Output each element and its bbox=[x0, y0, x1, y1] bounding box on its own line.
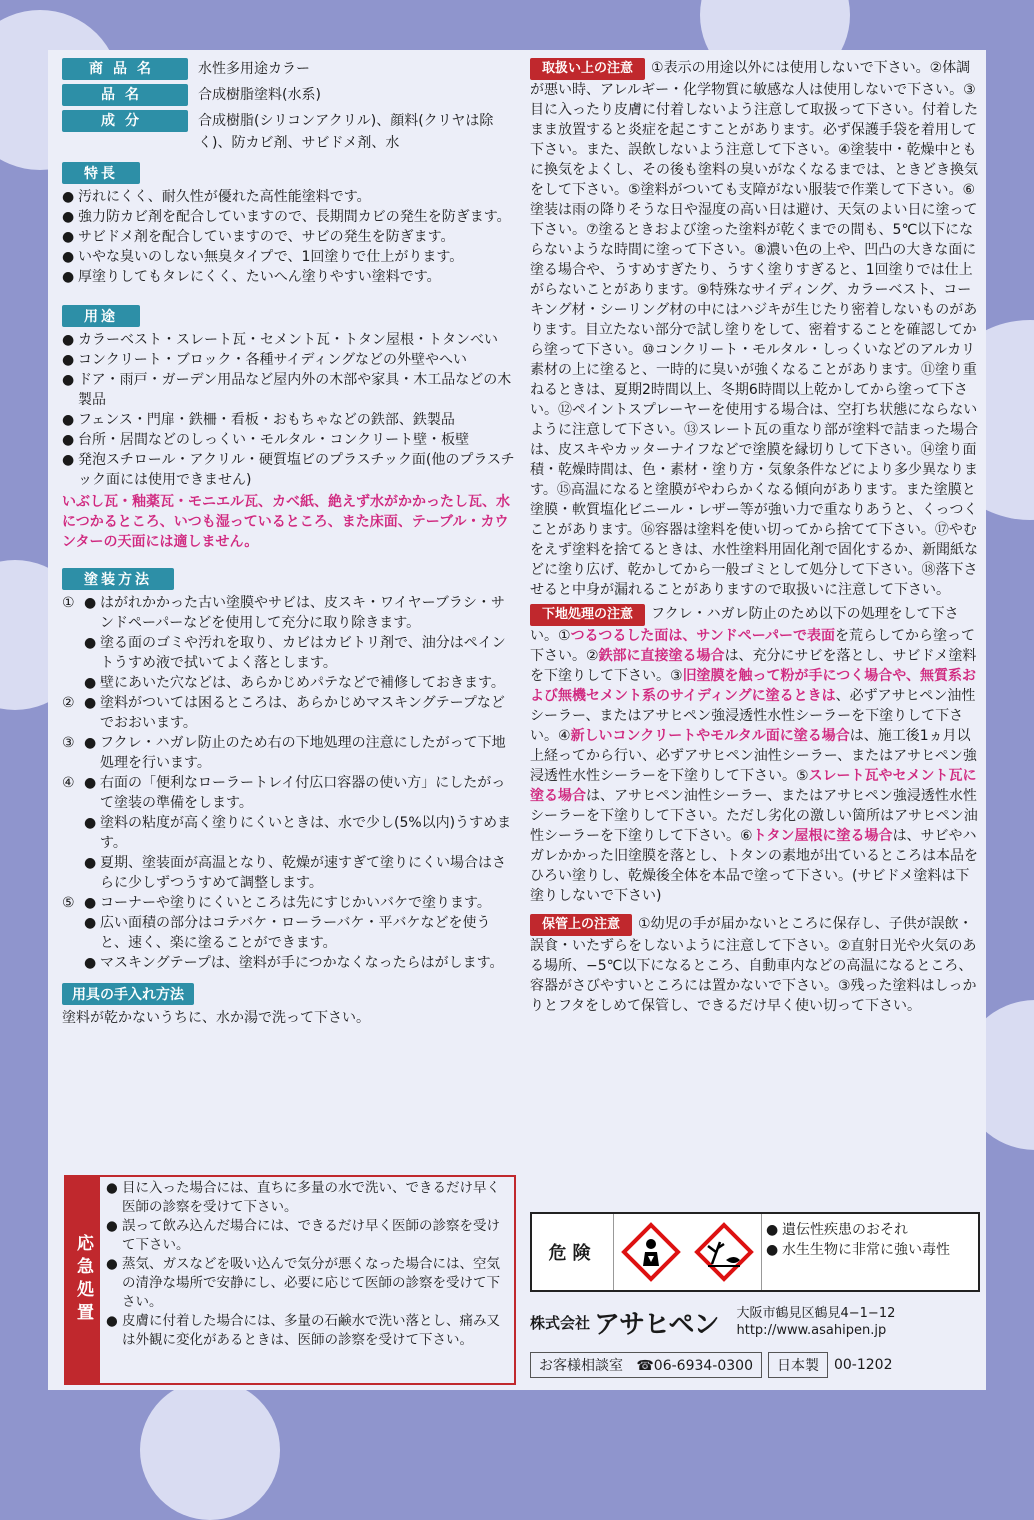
storage-text: ①幼児の手が届かないところに保存し、子供が誤飲・誤食・いたずらをしないように注意して下さい。②直射日光や火気のある場所、−5℃以下になるところ、自動車内などの高温になるところ、容器がさびやすいところには置かないで下さい。③残った塗料はしっかりとフタをしめて保管し、できるだけ早く使い切って下さい。 bbox=[530, 916, 977, 1014]
phone-number: ☎06-6934-0300 bbox=[636, 1358, 753, 1374]
spec-row bbox=[62, 110, 517, 154]
list-item: ● 遺伝性疾患のおそれ bbox=[766, 1220, 974, 1240]
list-item: ● 誤って飲み込んだ場合には、できるだけ早く医師の診察を受けて下さい。 bbox=[106, 1217, 510, 1255]
list-item: ● カラーベスト・スレート瓦・セメント瓦・トタン屋根・トタンべい bbox=[62, 330, 517, 350]
list-item: ● 汚れにくく、耐久性が優れた高性能塗料です。 bbox=[62, 187, 517, 207]
emergency-list bbox=[106, 1179, 510, 1350]
method-steps bbox=[62, 593, 517, 973]
list-item: ● サビドメ剤を配合していますので、サビの発生を防ぎます。 bbox=[62, 227, 517, 247]
consult-label: お客様相談室 bbox=[539, 1358, 623, 1374]
spec-label: 品名 bbox=[62, 84, 188, 106]
primer-text: 、必ずアサヒペン油性シーラー、またはアサヒペン強浸透性水性シーラーを下塗りして下さい。④ bbox=[530, 688, 976, 744]
primer-section bbox=[530, 604, 982, 906]
method-step: ⑤ ● コーナーや塗りにくいところは先にすじかいバケで塗ります。 bbox=[62, 895, 491, 911]
spec-value: 水性多用途カラー bbox=[198, 61, 310, 77]
handling-heading: 取扱い上の注意 bbox=[530, 58, 645, 80]
primer-highlight: つるつるした面は、サンドペーパーで表面 bbox=[570, 628, 836, 644]
uses-list bbox=[62, 330, 517, 490]
company-type: 株式会社 bbox=[530, 1313, 591, 1332]
list-item: ● フェンス・門扉・鉄柵・看板・おもちゃなどの鉄部、鉄製品 bbox=[62, 410, 517, 430]
footer bbox=[530, 1350, 980, 1380]
method-step: ● 塗料の粘度が高く塗りにくいときは、水で少し(5%以内)うすめます。 bbox=[84, 815, 512, 851]
list-item: ● ドア・雨戸・ガーデン用品など屋内外の木部や家具・木工品などの木製品 bbox=[62, 370, 517, 410]
uses-warning: いぶし瓦・釉薬瓦・モニエル瓦、カベ紙、絶えず水がかかったし瓦、水につかるところ、いつも湿っているところ、また床面、テーブル・カウンターの天面には適しません。 bbox=[62, 494, 510, 550]
handling-text: ①表示の用途以外には使用しないで下さい。②体調が悪い時、アレルギー・化学物質に敏感な人は使用しないで下さい。③目に入ったり皮膚に付着しないよう注意して取扱って下さい。付着したまま放置すると炎症を起こすことがあります。必ず保護手袋を着用して下さい。また、誤飲しないよう注意して下さい。④塗装中・乾燥中ともに換気をよくし、その後も塗料の臭いがなくなるまでは、ときどき換気をして下さい。⑤塗料がついても支障がない服装で作業して下さい。⑥塗装は雨の降りそうな日や湿度の高い日は避け、天気のよい日に塗って下さい。⑦塗るときおよび塗った塗料が乾くまでの間も、5℃以下にならないような時間に塗って下さい。⑧濃い色の上や、凹凸の大きな面に塗る場合や、うすめすぎたり、うすく塗りすぎると、1回塗りでは仕上がらないことがあります。⑨特殊なサイディング、カラーベスト、コーキング材・シーリング材の中にはハジキが生じたり密着しないものがあります。目立たない部分で試し塗りをして、密着することを確認してから塗って下さい。⑩コンクリート・モルタル・しっくいなどのアルカリ素材の上に塗ると、一時的に臭いが強くなることがあります。⑪塗り重ねるときは、夏期2時間以上、冬期6時間以上乾かしてから塗って下さい。⑫ペイントスプレーヤーを使用する場合は、空打ち状態にならないように注意して下さい。⑬スレート瓦の重なり部が塗料で詰まった場合は、皮スキやカッターナイフなどで塗膜を縁切りして下さい。⑭塗り面積・乾燥時間は、色・素材・塗り方・気象条件などにより多少異なります。⑮高温になると塗膜がやわらかくなる傾向があります。また塗膜と塗膜・軟質塩化ビニール・レザー等が強い力で重なりあうと、くっつくことがあります。⑯容器は塗料を使い切ってから捨てて下さい。⑰やむをえず塗料を捨てるときは、水性塗料用固化剤で固化するか、新聞紙などに塗り広げ、乾かしてから一般ゴミとして処分して下さい。⑱落下させると中身が漏れることがありますので取扱いに注意して下さい。 bbox=[530, 60, 978, 598]
list-item: ● いやな臭いのしない無臭タイプで、1回塗りで仕上がります。 bbox=[62, 247, 517, 267]
primer-text: フクレ・ハガレ防止のため以下の処理をして下さい。① bbox=[530, 606, 959, 644]
primer-text: は、サビやハガレかかった旧塗膜を落とし、トタンの素地が出ているところは本品をひろい塗りし、乾燥後全体を本品で塗って下さい。(サビドメ塗料は下塗りしないで下さい) bbox=[530, 828, 978, 904]
list-item: ● 台所・居間などのしっくい・モルタル・コンクリート壁・板壁 bbox=[62, 430, 517, 450]
consult-box bbox=[530, 1352, 762, 1378]
spec-row bbox=[62, 58, 517, 80]
website-link[interactable]: http://www.asahipen.jp bbox=[736, 1323, 887, 1338]
brand-logo: アサヒペン bbox=[594, 1309, 719, 1340]
primer-heading: 下地処理の注意 bbox=[530, 604, 645, 626]
address-text: 大阪市鶴見区鶴見4−1−12 bbox=[736, 1306, 896, 1321]
primer-text: は、施工後1ヵ月以上経ってから行い、必ずアサヒペン油性シーラー、またはアサヒペン強浸透性水性シーラーを下塗りして下さい。⑤ bbox=[530, 728, 977, 784]
list-item: ● 発泡スチロール・アクリル・硬質塩ビのプラスチック面(他のプラスチック面には使用できません) bbox=[62, 450, 517, 490]
features-heading: 特長 bbox=[62, 162, 140, 184]
method-step: ② ● 塗料がついては困るところは、あらかじめマスキングテープなどでおおいます。 bbox=[62, 695, 505, 731]
method-step: ④ ● 右面の「便利なローラートレイ付広口容器の使い方」にしたがって塗装の準備をします。 bbox=[62, 775, 506, 811]
primer-highlight: スレート瓦やセメント瓦に塗る場合 bbox=[530, 768, 977, 804]
primer-highlight: 鉄部に直接塗る場合 bbox=[598, 648, 725, 664]
method-step: ① ● はがれかかった古い塗膜やサビは、皮スキ・ワイヤーブラシ・サンドペーパーなどを使用して充分に取り除きます。 bbox=[62, 595, 505, 631]
emergency-heading: 応急処置 bbox=[66, 1177, 100, 1383]
hazard-statements bbox=[762, 1214, 978, 1290]
spec-row bbox=[62, 84, 517, 106]
list-item: ● 蒸気、ガスなどを吸い込んで気分が悪くなった場合には、空気の清浄な場所で安静にし、必要に応じて医師の診察を受けて下さい。 bbox=[106, 1255, 510, 1312]
list-item: ● 皮膚に付着した場合には、多量の石鹸水で洗い落とし、痛み又は外観に変化があるときは、医師の診察を受けて下さい。 bbox=[106, 1312, 510, 1350]
decor-bubble bbox=[140, 1380, 280, 1520]
storage-section bbox=[530, 914, 982, 1016]
origin-badge: 日本製 bbox=[768, 1352, 828, 1378]
method-step: ● マスキングテープは、塗料が手につかなくなったらはがします。 bbox=[84, 955, 504, 971]
primer-highlight: トタン屋根に塗る場合 bbox=[752, 828, 893, 844]
spec-value: 合成樹脂(シリコンアクリル)、顔料(クリヤは除く)、防カビ剤、サビドメ剤、水 bbox=[198, 113, 494, 151]
method-step: ● 夏期、塗装面が高温となり、乾燥が速すぎて塗りにくい場合はさらに少しずつうすめて調整します。 bbox=[84, 855, 506, 891]
care-text: 塗料が乾かないうちに、水か湯で洗って下さい。 bbox=[62, 1010, 370, 1026]
emergency-box bbox=[64, 1175, 516, 1385]
right-column bbox=[530, 58, 982, 1016]
primer-text: は、アサヒペン油性シーラー、またはアサヒペン強浸透性水性シーラーを下塗りして下さい。ただし劣化の激しい箇所はアサヒペン油性シーラーを下塗りして下さい。⑥ bbox=[530, 788, 978, 844]
method-step: ③ ● フクレ・ハガレ防止のため右の下地処理の注意にしたがって下地処理を行います。 bbox=[62, 735, 506, 771]
features-list bbox=[62, 187, 517, 287]
list-item: ● 強力防カビ剤を配合していますので、長期間カビの発生を防ぎます。 bbox=[62, 207, 517, 227]
product-code: 00-1202 bbox=[833, 1357, 893, 1373]
spec-label: 成分 bbox=[62, 110, 188, 132]
primer-text: は、充分にサビを落とし、サビドメ塗料を下塗りして下さい。③ bbox=[530, 648, 977, 684]
primer-highlight: 新しいコンクリートやモルタル面に塗る場合 bbox=[570, 728, 850, 744]
method-step: ● 塗る面のゴミや汚れを取り、カビはカビトリ剤で、油分はペイントうすめ液で拭いてよく落とします。 bbox=[84, 635, 506, 671]
storage-heading: 保管上の注意 bbox=[530, 914, 632, 936]
manufacturer bbox=[530, 1300, 980, 1344]
spec-label: 商品名 bbox=[62, 58, 188, 80]
list-item: ● 厚塗りしてもタレにくく、たいへん塗りやすい塗料です。 bbox=[62, 267, 517, 287]
left-column bbox=[62, 58, 517, 1028]
health-hazard-icon bbox=[621, 1222, 681, 1282]
hazard-word: 危険 bbox=[532, 1214, 614, 1290]
method-step: ● 壁にあいた穴などは、あらかじめパテなどで補修しておきます。 bbox=[84, 675, 505, 691]
list-item: ● 目に入った場合には、直ちに多量の水で洗い、できるだけ早く医師の診察を受けて下さい。 bbox=[106, 1179, 510, 1217]
uses-heading: 用途 bbox=[62, 305, 140, 327]
spec-value: 合成樹脂塗料(水系) bbox=[198, 87, 321, 103]
primer-text: を荒らしてから塗って下さい。② bbox=[530, 628, 976, 664]
method-heading: 塗装方法 bbox=[62, 568, 174, 590]
hazard-box bbox=[530, 1212, 980, 1292]
care-heading: 用具の手入れ方法 bbox=[62, 983, 194, 1005]
handling-section bbox=[530, 58, 982, 600]
environment-hazard-icon bbox=[694, 1222, 754, 1282]
list-item: ● コンクリート・ブロック・各種サイディングなどの外壁やへい bbox=[62, 350, 517, 370]
primer-highlight: 旧塗膜を触って粉が手につく場合や、無質系および無機セメント系のサイディングに塗るときは bbox=[530, 668, 977, 704]
method-step: ● 広い面積の部分はコテバケ・ローラーバケ・平バケなどを使うと、速く、楽に塗ることができます。 bbox=[84, 915, 491, 951]
ghs-pictograms bbox=[614, 1214, 762, 1290]
list-item: ● 水生生物に非常に強い毒性 bbox=[766, 1240, 974, 1260]
company-address bbox=[737, 1305, 896, 1339]
